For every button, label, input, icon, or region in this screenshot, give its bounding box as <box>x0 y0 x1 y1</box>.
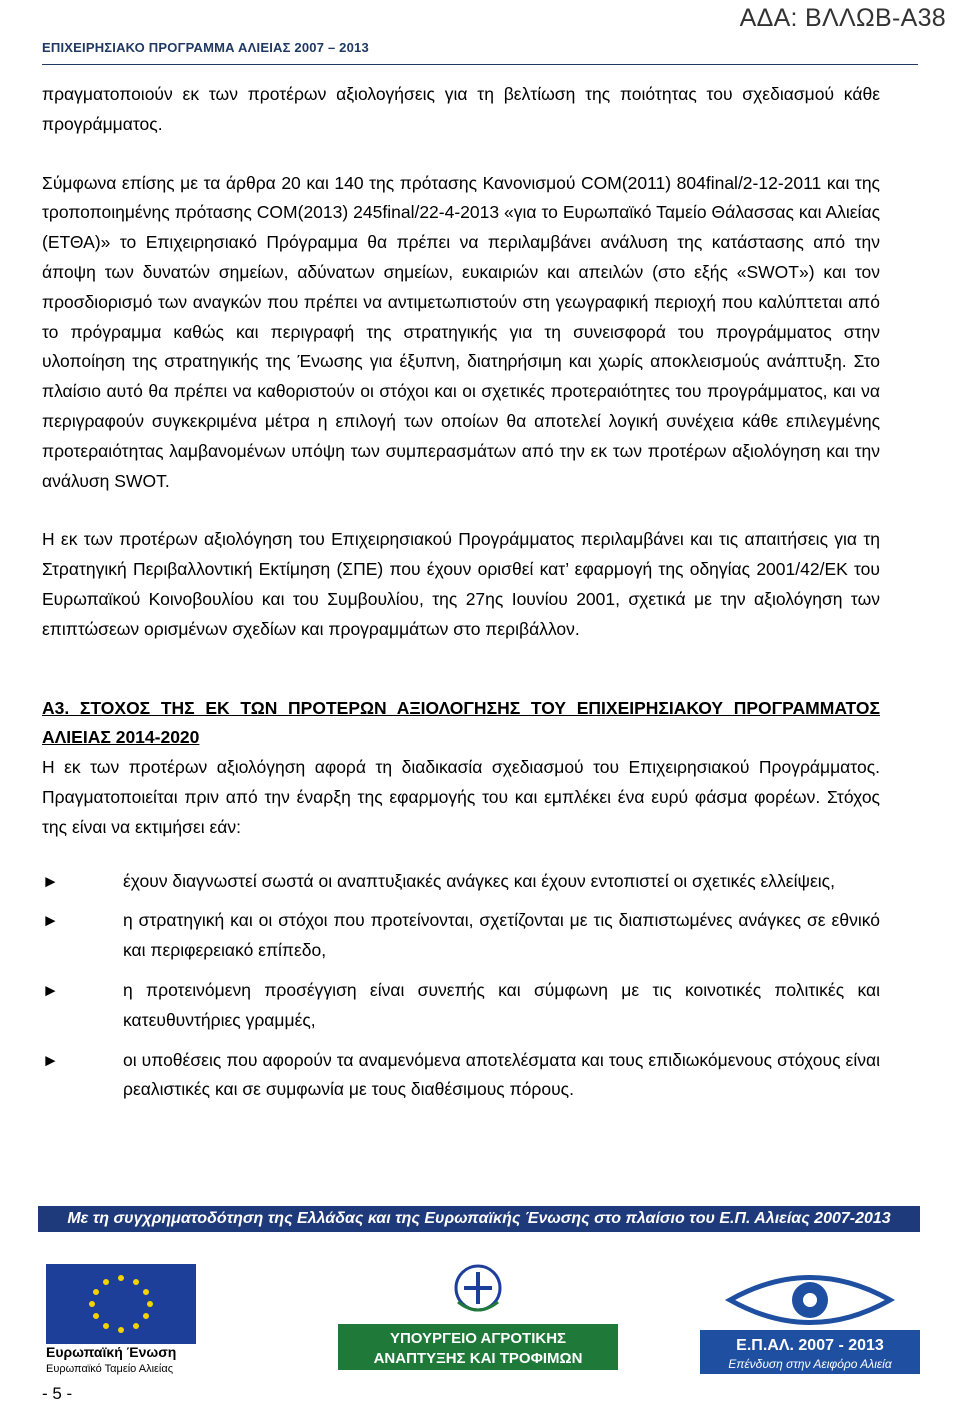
bullet-list <box>42 867 880 1106</box>
bullet-arrow-icon: ► <box>42 980 59 1000</box>
ministry-line-2: ΑΝΑΠΤΥΞΗΣ ΚΑΙ ΤΡΟΦΙΜΩΝ <box>373 1350 583 1367</box>
eye-fish-icon <box>730 1278 890 1323</box>
eu-logo <box>38 1260 238 1375</box>
paragraph-4: Η εκ των προτέρων αξιολόγηση αφορά τη διαδικασία σχεδιασμού του Επιχειρησιακού Προγράμματος. Πραγματοποιείται πριν από την έναρξη της εφαρμογής του και εμπλέκει ένα ευρύ φάσμα φορέων. Στόχος της είναι να εκτιμήσει εάν: <box>42 757 880 837</box>
epal-subtitle: Επένδυση στην Αειφόρο Αλιεία <box>728 1357 892 1371</box>
greek-emblem-icon <box>456 1266 500 1310</box>
list-item <box>42 867 880 897</box>
eu-subtitle: Ευρωπαϊκό Ταμείο Αλιείας <box>46 1363 174 1375</box>
header-divider <box>42 64 918 65</box>
list-item-text: έχουν διαγνωστεί σωστά οι αναπτυξιακές ανάγκες και έχουν εντοπιστεί οι σχετικές ελλείψεις, <box>123 870 835 891</box>
page-number: - 5 - <box>42 1384 73 1403</box>
ministry-logo <box>318 1260 638 1375</box>
document-body <box>42 80 880 1115</box>
paragraph-1: πραγματοποιούν εκ των προτέρων αξιολογήσεις για τη βελτίωση της ποιότητας του σχεδιασμού κάθε προγράμματος. <box>42 84 880 134</box>
cofunding-banner: Με τη συγχρηματοδότηση της Ελλάδας και της Ευρωπαϊκής Ένωσης στο πλαίσιο του Ε.Π. Αλιείας 2007-2013 <box>38 1206 920 1232</box>
list-item <box>42 906 880 966</box>
bullet-arrow-icon: ► <box>42 871 59 891</box>
section-heading-a3: Α3. ΣΤΟΧΟΣ ΤΗΣ ΕΚ ΤΩΝ ΠΡΟΤΕΡΩΝ ΑΞΙΟΛΟΓΗΣΗΣ ΤΟΥ ΕΠΙΧΕΙΡΗΣΙΑΚΟΥ ΠΡΟΓΡΑΜΜΑΤΟΣ ΑΛΙΕΙΑΣ 2014-2020 <box>42 697 880 748</box>
list-item-text: η στρατηγική και οι στόχοι που προτείνονται, σχετίζονται με τις διαπιστωμένες ανάγκες σε εθνικό και περιφερειακό επίπεδο, <box>123 910 880 961</box>
list-item-text: οι υποθέσεις που αφορούν τα αναμενόμενα αποτελέσματα και τους επιδιωκόμενους στόχους είναι ρεαλιστικές και σε συμφωνία με τους διαθέσιμους πόρους. <box>123 1049 880 1100</box>
list-item-text: η προτεινόμενη προσέγγιση είναι συνεπής και σύμφωνη με τις κοινοτικές πολιτικές και κατευθυντήριες γραμμές, <box>123 979 880 1030</box>
page-header: ΕΠΙΧΕΙΡΗΣΙΑΚΟ ΠΡΟΓΡΑΜΜΑ ΑΛΙΕΙΑΣ 2007 – 2013 <box>42 40 369 55</box>
bullet-arrow-icon: ► <box>42 1050 59 1070</box>
epal-logo <box>700 1260 920 1375</box>
epal-title: Ε.Π.ΑΛ. 2007 - 2013 <box>736 1337 884 1354</box>
ada-code: ΑΔΑ: ΒΛΛΩΒ-Α38 <box>739 4 946 32</box>
list-item <box>42 976 880 1036</box>
eu-title: Ευρωπαϊκή Ένωση <box>46 1344 177 1360</box>
list-item <box>42 1046 880 1106</box>
bullet-arrow-icon: ► <box>42 911 59 931</box>
ministry-line-1: ΥΠΟΥΡΓΕΙΟ ΑΓΡΟΤΙΚΗΣ <box>389 1330 567 1347</box>
paragraph-3: Η εκ των προτέρων αξιολόγηση του Επιχειρησιακού Προγράμματος περιλαμβάνει και τις απαιτήσεις για τη Στρατηγική Περιβαλλοντική Εκτίμηση (ΣΠΕ) που έχουν ορισθεί κατ’ εφαρμογή της οδηγίας 2001/42/ΕΚ του Ευρωπαϊκού Κοινοβουλίου και του Συμβουλίου, της 27ης Ιουνίου 2001, σχετικά με την αξιολόγηση των επιπτώσεων ορισμένων σχεδίων και προγραμμάτων στο περιβάλλον. <box>42 529 880 639</box>
paragraph-2: Σύμφωνα επίσης με τα άρθρα 20 και 140 της πρότασης Κανονισμού COM(2011) 804final/2-12-2011 και της τροποποιημένης πρότασης COM(2013) 245final/22-4-2013 «για το Ευρωπαϊκό Ταμείο Θάλασσας και Αλιείας (ΕΤΘΑ)» το Επιχειρησιακό Πρόγραμμα θα πρέπει να περιλαμβάνει ανάλυση της κατάστασης από την άποψη των δυνατών σημείων, αδύνατων σημείων, ευκαιριών και απειλών (στο εξής «SWOT») και τον προσδιορισμό των αναγκών που πρέπει να αντιμετωπιστούν στη γεωγραφική περιοχή που καλύπτεται από το πρόγραμμα καθώς και περιγραφή της στρατηγικής για τη συνεισφορά του προγράμματος στην υλοποίηση της στρατηγικής της Ένωσης για έξυπνη, διατηρήσιμη και χωρίς αποκλεισμούς ανάπτυξη. Στο πλαίσιο αυτό θα πρέπει να καθοριστούν οι στόχοι και οι σχετικές προτεραιότητες του προγράμματος, και να περιγραφούν συγκεκριμένα μέτρα η επιλογή των οποίων θα αποτελεί λογική συνέχεια κάθε επιλεγμένης προτεραιότητας λαμβανομένων υπόψη των συμπερασμάτων από την εκ των προτέρων αξιολόγηση και την ανάλυση SWOT. <box>42 172 880 491</box>
